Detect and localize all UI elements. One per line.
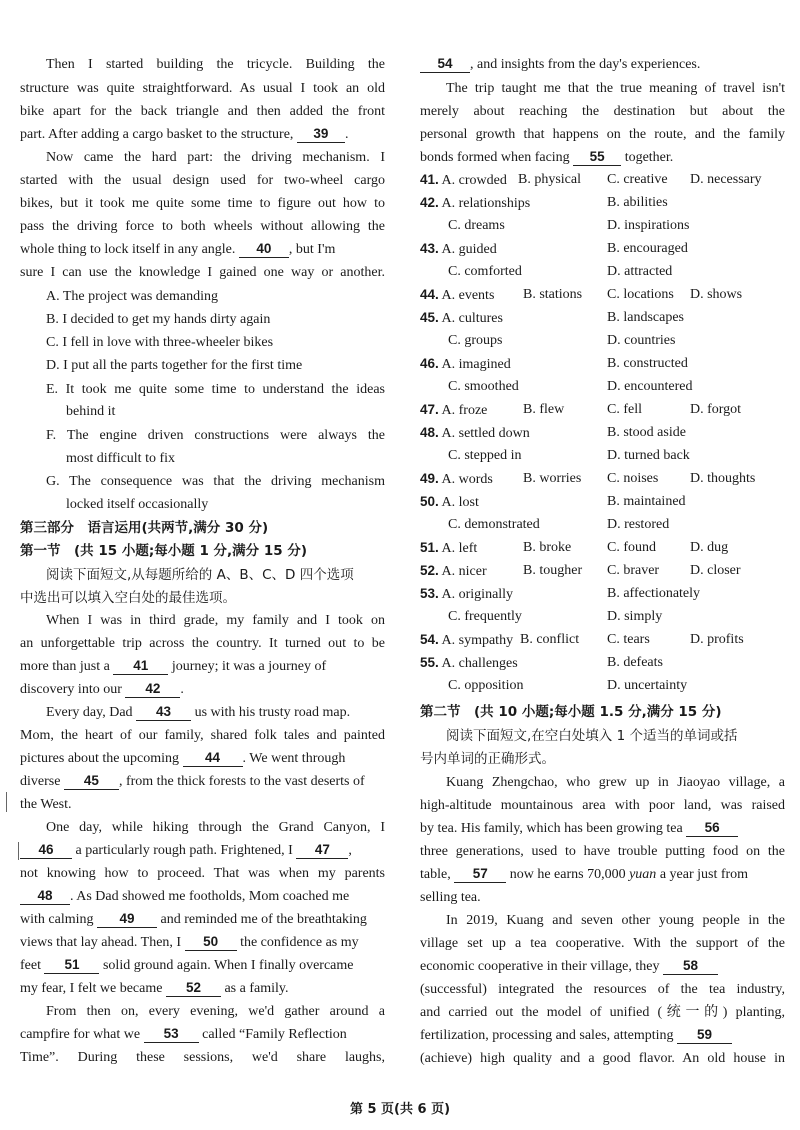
mc-48-c: C. stepped in — [448, 448, 522, 463]
text-line: my fear, I felt we became 52 as a family. — [20, 980, 289, 996]
mc-53-d: D. simply — [607, 609, 663, 624]
text-line: The trip taught me that the true meaning of travel isn't — [446, 81, 785, 96]
option-g-cont: locked itself occasionally — [66, 497, 209, 512]
text-line: sure I can use the knowledge I gained one way or another. — [20, 265, 385, 280]
mc-50-b: B. maintained — [607, 494, 686, 509]
text-line: campfire for what we 53 called “Family Reflection — [20, 1026, 347, 1042]
blank-55: 55 — [573, 149, 621, 166]
blank-51: 51 — [44, 957, 99, 974]
mc-42-d: D. inspirations — [607, 218, 690, 233]
page-footer: 第 5 页(共 6 页) — [349, 1102, 451, 1117]
option-g: G. The consequence was that the driving mechanism — [46, 474, 385, 489]
option-e: E. It took me quite some time to understand the ideas — [46, 382, 385, 397]
mc-46-c: C. smoothed — [448, 379, 519, 394]
text-line: Now came the hard part: the driving mechanism. I — [46, 150, 385, 165]
mc-54: 54. A. sympathy — [420, 632, 514, 648]
text-line: and carried out the model of unified (统一的) planting, — [420, 1005, 785, 1020]
mc-46: 46. A. imagined — [420, 356, 511, 372]
blank-52: 52 — [166, 980, 221, 997]
text-line: fertilization, processing and sales, attempting 59 — [420, 1026, 785, 1046]
text-line: 46 a particularly rough path. Frightened, I 47 , — [20, 841, 385, 861]
text-line: economic cooperative in their village, they 58 — [420, 957, 785, 977]
mc-49-d: D. thoughts — [690, 471, 756, 486]
blank-47: 47 — [296, 842, 348, 859]
blank-56: 56 — [686, 820, 738, 837]
mc-52-c: C. braver — [607, 563, 660, 578]
mc-41-c: C. creative — [607, 172, 668, 187]
mc-44-b: B. stations — [523, 287, 583, 302]
mc-54-b: B. conflict — [520, 632, 580, 647]
mc-54-c: C. tears — [607, 632, 650, 647]
mc-51: 51. A. left — [420, 540, 478, 556]
text-line: by tea. His family, which has been growing tea 56 — [420, 819, 785, 839]
mc-51-b: B. broke — [523, 540, 572, 555]
text-line: Then I started building the tricycle. Building the — [46, 57, 385, 72]
mc-41-b: B. physical — [518, 172, 581, 187]
text-line: bike apart for the back triangle and then added the front — [20, 104, 385, 119]
blank-58: 58 — [663, 958, 718, 975]
text-line: 54 , and insights from the day's experiences. — [420, 55, 785, 75]
text-line: with calming 49 and reminded me of the breathtaking — [20, 911, 367, 927]
text-line: village set up a tea cooperative. With the support of the — [420, 936, 785, 951]
mc-41-d: D. necessary — [690, 172, 762, 187]
text-line: One day, while hiking through the Grand Canyon, I — [46, 820, 385, 835]
section-title: 第二节 (共 10 小题;每小题 1.5 分,满分 15 分) — [420, 704, 722, 720]
blank-43: 43 — [136, 704, 191, 721]
mc-53-b: B. affectionately — [607, 586, 701, 601]
text-line: the West. — [20, 797, 72, 812]
blank-46: 46 — [20, 842, 72, 859]
text-line: not knowing how to proceed. That was when my parents — [20, 866, 385, 881]
margin-mark — [6, 792, 7, 812]
text-line: part. After adding a cargo basket to the structure, 39 . — [20, 126, 349, 142]
text-line: high-altitude mountainous area with poor land, was raised — [420, 798, 785, 813]
option-c: C. I fell in love with three-wheeler bikes — [46, 335, 274, 350]
mc-43: 43. A. guided — [420, 241, 497, 257]
instruction: 阅读下面短文,在空白处填入 1 个适当的单词或括 — [446, 728, 738, 744]
text-line: discovery into our 42 . — [20, 681, 184, 697]
mc-44-c: C. locations — [607, 287, 674, 302]
mc-49: 49. A. words — [420, 471, 493, 487]
text-line: diverse 45 , from the thick forests to the vast deserts of — [20, 773, 365, 789]
instruction: 号内单词的正确形式。 — [420, 751, 555, 767]
mc-52: 52. A. nicer — [420, 563, 487, 579]
mc-41: 41. A. crowded — [420, 172, 507, 188]
section-title: 第一节 (共 15 小题;每小题 1 分,满分 15 分) — [20, 543, 308, 559]
text-line: bikes, but it took me quite some time to figure out how to — [20, 196, 385, 211]
option-f: F. The engine driven constructions were always the — [46, 428, 385, 443]
blank-54: 54 — [420, 56, 470, 73]
text-line: Kuang Zhengchao, who grew up in Jiaoyao village, a — [446, 775, 785, 790]
blank-49: 49 — [97, 911, 157, 928]
text-line: an unforgettable trip across the country. It turned out to be — [20, 636, 385, 651]
mc-48-b: B. stood aside — [607, 425, 686, 440]
mc-55-b: B. defeats — [607, 655, 663, 670]
mc-55-c: C. opposition — [448, 678, 524, 693]
mc-53-c: C. frequently — [448, 609, 522, 624]
blank-57: 57 — [454, 866, 506, 883]
mc-52-b: B. tougher — [523, 563, 583, 578]
blank-59: 59 — [677, 1027, 732, 1044]
mc-55: 55. A. challenges — [420, 655, 518, 671]
mc-47-b: B. flew — [523, 402, 565, 417]
mc-44-d: D. shows — [690, 287, 743, 302]
text-line: merely about reaching the destination but about the — [420, 104, 785, 119]
blank-48: 48 — [20, 888, 70, 905]
text-line: personal growth that happens on the route, and the family — [420, 127, 785, 142]
text-line: views that lay ahead. Then, I 50 the confidence as my — [20, 934, 359, 950]
blank-42: 42 — [125, 681, 180, 698]
mc-45-d: D. countries — [607, 333, 676, 348]
mc-48: 48. A. settled down — [420, 425, 530, 441]
mc-51-c: C. found — [607, 540, 656, 555]
mc-42-c: C. dreams — [448, 218, 505, 233]
mc-50-d: D. restored — [607, 517, 670, 532]
margin-mark — [18, 842, 19, 860]
option-e-cont: behind it — [66, 404, 116, 419]
instruction: 中选出可以填入空白处的最佳选项。 — [20, 590, 236, 606]
text-line: three generations, used to have trouble putting food on the — [420, 844, 785, 859]
mc-49-c: C. noises — [607, 471, 659, 486]
mc-46-d: D. encountered — [607, 379, 693, 394]
mc-51-d: D. dug — [690, 540, 729, 555]
text-line: whole thing to lock itself in any angle. 40 , but I'm — [20, 241, 336, 257]
text-line: started with the usual design used for two-wheel cargo — [20, 173, 385, 188]
blank-45: 45 — [64, 773, 119, 790]
blank-50: 50 — [185, 934, 237, 951]
mc-54-d: D. profits — [690, 632, 744, 647]
text-line: From then on, every evening, we'd gather around a — [46, 1004, 385, 1019]
mc-45: 45. A. cultures — [420, 310, 503, 326]
mc-47-d: D. forgot — [690, 402, 742, 417]
mc-50-c: C. demonstrated — [448, 517, 540, 532]
mc-52-d: D. closer — [690, 563, 741, 578]
option-f-cont: most difficult to fix — [66, 451, 176, 466]
blank-41: 41 — [113, 658, 168, 675]
mc-53: 53. A. originally — [420, 586, 514, 602]
mc-44: 44. A. events — [420, 287, 495, 303]
text-line: feet 51 solid ground again. When I finally overcame — [20, 957, 354, 973]
text-line: selling tea. — [420, 890, 481, 905]
mc-43-b: B. encouraged — [607, 241, 688, 256]
instruction: 阅读下面短文,从每题所给的 A、B、C、D 四个选项 — [46, 567, 354, 583]
text-line: pass the driving force to both wheels without allowing the — [20, 219, 385, 234]
text-line: bonds formed when facing 55 together. — [420, 149, 674, 165]
text-line: more than just a 41 journey; it was a journey of — [20, 658, 327, 674]
mc-45-b: B. landscapes — [607, 310, 684, 325]
blank-44: 44 — [183, 750, 243, 767]
text-line: structure was quite straightforward. As usual I took an old — [20, 81, 385, 96]
text-line: table, 57 now he earns 70,000 yuan a year just from — [420, 866, 749, 882]
blank-39: 39 — [297, 126, 345, 143]
mc-45-c: C. groups — [448, 333, 503, 348]
mc-46-b: B. constructed — [607, 356, 688, 371]
text-line: Time”. During these sessions, we'd share laughs, — [20, 1050, 385, 1065]
mc-47: 47. A. froze — [420, 402, 488, 418]
text-line: (achieve) high quality and a good flavor. An old house in — [420, 1051, 785, 1066]
text-line: Every day, Dad 43 us with his trusty road map. — [46, 704, 351, 720]
mc-43-d: D. attracted — [607, 264, 673, 279]
mc-55-d: D. uncertainty — [607, 678, 688, 693]
text-line: 48 . As Dad showed me footholds, Mom coached me — [20, 887, 385, 907]
text-line: (successful) integrated the resources of the tea industry, — [420, 982, 785, 997]
option-a: A. The project was demanding — [46, 289, 218, 304]
mc-50: 50. A. lost — [420, 494, 479, 510]
mc-47-c: C. fell — [607, 402, 642, 417]
text-line: When I was in third grade, my family and I took on — [46, 613, 385, 628]
mc-42: 42. A. relationships — [420, 195, 531, 211]
option-b: B. I decided to get my hands dirty again — [46, 312, 271, 327]
mc-42-b: B. abilities — [607, 195, 668, 210]
mc-48-d: D. turned back — [607, 448, 690, 463]
blank-53: 53 — [144, 1026, 199, 1043]
part-title: 第三部分 语言运用(共两节,满分 30 分) — [20, 520, 269, 536]
text-line: pictures about the upcoming 44 . We went through — [20, 750, 346, 766]
mc-49-b: B. worries — [523, 471, 582, 486]
text-line: Mom, the heart of our family, shared folk tales and painted — [20, 728, 385, 743]
blank-40: 40 — [239, 241, 289, 258]
option-d: D. I put all the parts together for the first time — [46, 358, 303, 373]
text-line: In 2019, Kuang and seven other young people in the — [446, 913, 785, 928]
mc-43-c: C. comforted — [448, 264, 522, 279]
